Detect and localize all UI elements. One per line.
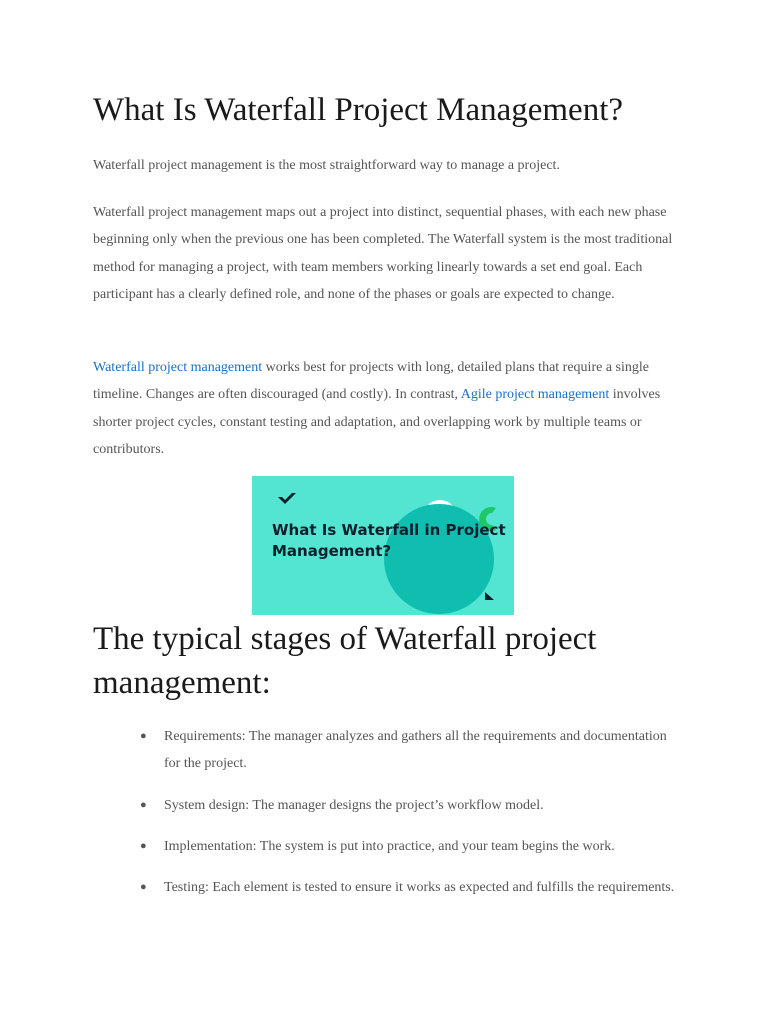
comparison-paragraph	[93, 354, 678, 463]
overview-paragraph: Waterfall project management maps out a project into distinct, sequential phases, with each new phase beginning only when the previous one has been completed. The Waterfall system is the most traditional method for managing a project, with team members working linearly towards a set end goal. Each participant has a clearly defined role, and none of the phases or goals are expected to change.	[93, 205, 673, 302]
stage-text: Implementation: The system is put into practice, and your team begins the work.	[164, 838, 615, 854]
stage-text: Testing: Each element is tested to ensure it works as expected and fulfills the requirements.	[164, 880, 675, 896]
list-item	[93, 874, 678, 901]
stages-list	[93, 723, 678, 915]
bullet-icon: ●	[140, 730, 147, 742]
comparison-text-part-1: works best for projects with long, detailed plans that require a single timeline. Changes are often discouraged (and costly). In contrast,	[93, 360, 649, 403]
stages-heading: The typical stages of Waterfall project management:	[93, 621, 597, 701]
waterfall-project-management-link[interactable]: Waterfall project management	[93, 360, 263, 375]
list-item	[93, 792, 678, 819]
list-item	[93, 723, 678, 778]
bullet-icon: ●	[140, 798, 147, 811]
stage-text: System design: The manager designs the project’s workflow model.	[164, 797, 544, 813]
stage-text: Requirements: The manager analyzes and gathers all the requirements and documentation for the project.	[164, 729, 667, 772]
hero-title: What Is Waterfall in Project Management?	[272, 521, 506, 560]
list-item	[93, 833, 678, 860]
hero-image	[252, 476, 514, 615]
bullet-icon: ●	[140, 881, 147, 894]
intro-paragraph: Waterfall project management is the most straightforward way to manage a project.	[93, 158, 560, 173]
comparison-text-part-2: involves shorter project cycles, constant testing and adaptation, and overlapping work by multiple teams or contributors.	[93, 387, 661, 457]
page-title: What Is Waterfall Project Management?	[93, 92, 624, 128]
triangle-decoration	[485, 592, 494, 600]
checkmark-logo-icon	[278, 493, 296, 504]
agile-project-management-link[interactable]: Agile project management	[460, 387, 610, 403]
bullet-icon: ●	[140, 839, 147, 852]
